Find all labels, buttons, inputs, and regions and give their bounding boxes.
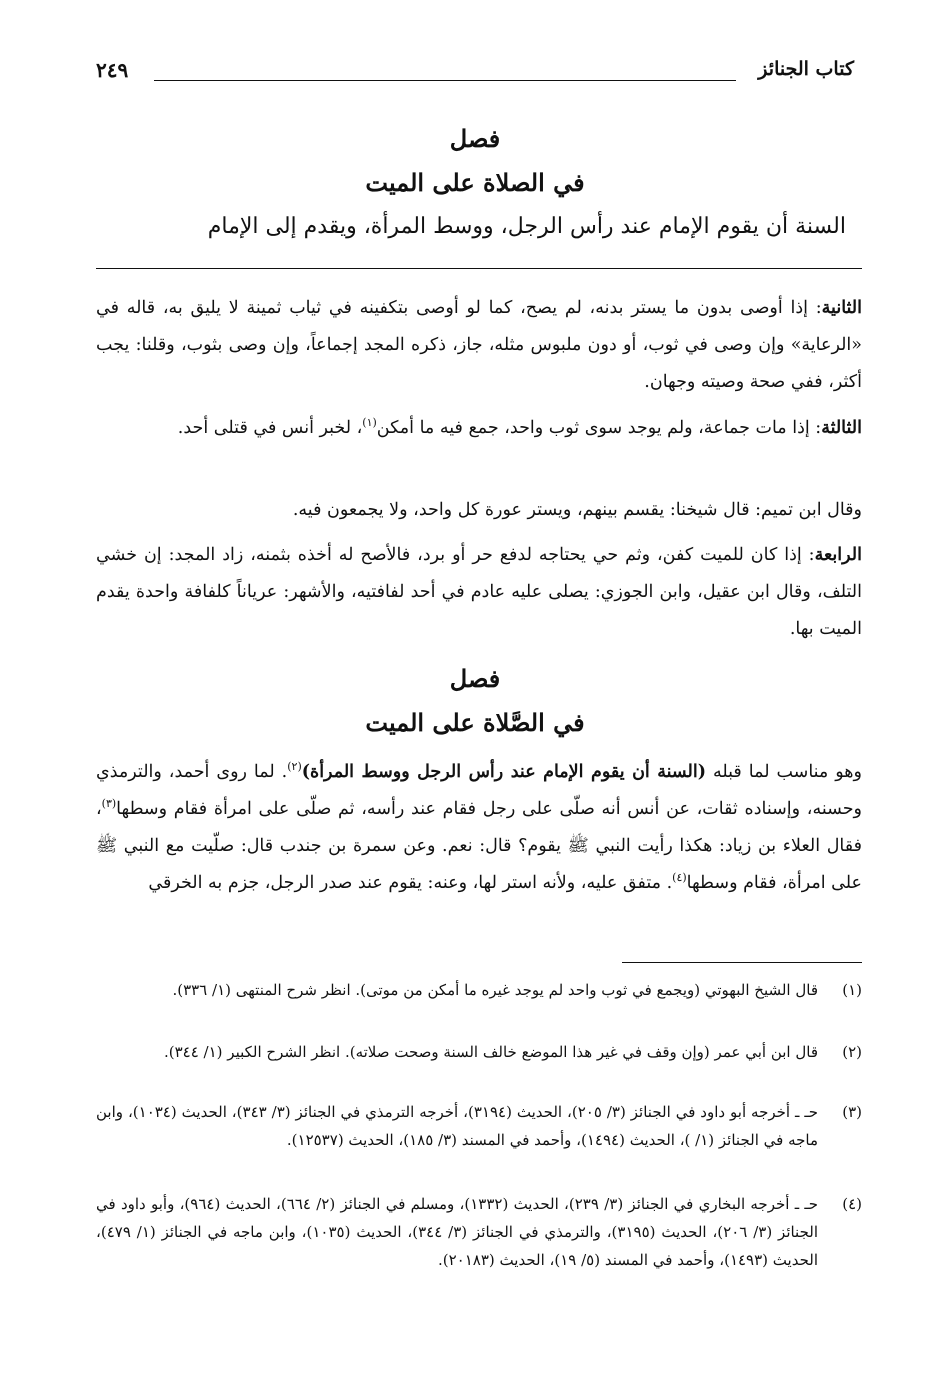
section-title-2: فصل <box>449 664 501 693</box>
footnote-ref[interactable]: (٢) <box>287 760 302 774</box>
footnote-text: قال الشيخ البهوتي (ويجمع في ثوب واحد لم يوجد غيره ما أمكن من موتى). انظر شرح المنتهى (١/ ٣٣٦). <box>172 981 818 999</box>
footnote-4 <box>96 1190 862 1274</box>
paragraph-label: الثالثة <box>821 418 862 438</box>
footnote-ref[interactable]: (١) <box>362 416 377 430</box>
matn-text: السنة أن يقوم الإمام عند رأس الرجل، ووسط المرأة، ويقدم إلى الإمام <box>207 214 846 239</box>
header-rule <box>154 80 736 81</box>
page-number: ٢٤٩ <box>96 58 129 82</box>
paragraph-text: . متفق عليه، ولأنه استر لها، وعنه: يقوم عند صدر الرجل، جزم به الخرقي <box>148 873 673 893</box>
footnote-text: حـ ـ أخرجه البخاري في الجنائز (٣/ ٢٣٩)، الحديث (١٣٣٢)، ومسلم في الجنائز (٢/ ٦٦٤)، الحديث (٩٦٤)، وأبو داود في الجنائز (٣/ ٢٠٦)، الحديث (٣١٩٥)، والترمذي في الجنائز (٣/ ٣٤٤)، الحديث (١٠٣٥)، وابن ماجه في الجنائز (١/ ٤٧٩)، الحديث (١٤٩٣)، وأحمد في المسند (٥/ ١٩)، الحديث (٢٠١٨٣). <box>96 1195 819 1269</box>
footnote-1 <box>96 976 862 1004</box>
paragraph-commentary <box>96 754 862 902</box>
footnote-3 <box>96 1098 862 1154</box>
paragraph-text: ، فقال العلاء بن زياد: هكذا رأيت النبي ﷺ يقوم؟ قال: نعم. وعن سمرة بن جندب قال: صلّيت مع النبي ﷺ على امرأة، فقام وسطها <box>96 799 862 893</box>
footnote-number: (٢) <box>842 1043 862 1061</box>
section-title: فصل <box>449 124 501 153</box>
footnote-number: (٤) <box>842 1195 862 1213</box>
paragraph-text: : إذا كان للميت كفن، وثم حي يحتاجه لدفع حر أو برد، فالأصح له أخذه بثمنه، زاد المجد: إن خشي التلف، وقال ابن عقيل، وابن الجوزي: يصلى عليه عادم في أحد لفافتيه، والأشهر: عرياناً كلفافة واحدة يقدم الميت بها. <box>96 545 862 639</box>
paragraph-text: : إذا أوصى بدون ما يستر بدنه، لم يصح، كما لو أوصى بتكفينه في ثياب ثمينة لا يليق به، قاله في «الرعاية» وإن وصى في ثوب، أو دون ملبوس مثله، جاز، ذكره المجد إجماعاً، وإن وصى بثوب، وقلنا: يجب أكثر، ففي صحة وصيته وجهان. <box>96 298 862 392</box>
footnote-text: حـ ـ أخرجه أبو داود في الجنائز (٣/ ٢٠٥)، الحديث (٣١٩٤)، أخرجه الترمذي في الجنائز (٣/ ٣٤٣)، الحديث (١٠٣٤)، وابن ماجه في الجنائز (١/ )، الحديث (١٤٩٤)، وأحمد في المسند (٣/ ١٨٥)، الحديث (١٢٥٣٧). <box>96 1103 819 1149</box>
section-subtitle: في الصلاة على الميت <box>365 168 585 197</box>
paragraph-text: وهو مناسب لما قبله <box>706 762 862 782</box>
paragraph-label: الرابعة <box>814 545 862 565</box>
footnote-number: (٣) <box>842 1103 862 1121</box>
paragraph-ibn-tamim <box>96 492 862 529</box>
paragraph-text: ، لخبر أنس في قتلى أحد. <box>177 418 363 438</box>
matn-quote: (السنة أن يقوم الإمام عند رأس الرجل ووسط المرأة) <box>301 762 707 782</box>
section-subtitle-2: في الصَّلاة على الميت <box>365 708 585 737</box>
paragraph-text: : إذا مات جماعة، ولم يوجد سوى ثوب واحد، جمع فيه ما أمكن <box>376 418 822 438</box>
matn-separator <box>96 268 862 269</box>
footnote-ref[interactable]: (٤) <box>672 871 687 885</box>
running-header <box>96 58 854 88</box>
footnote-text: قال ابن أبي عمر (وإن وقف في غير هذا الموضع خالف السنة وصحت صلاته). انظر الشرح الكبير (١/ ٣٤٤). <box>163 1043 818 1061</box>
paragraph-third <box>96 410 862 447</box>
footnote-separator <box>622 962 862 963</box>
paragraph-second <box>96 290 862 401</box>
paragraph-fourth <box>96 537 862 648</box>
book-title: كتاب الجنائز <box>758 58 854 80</box>
footnote-ref[interactable]: (٣) <box>101 797 117 811</box>
footnote-number: (١) <box>842 981 862 999</box>
paragraph-text: وقال ابن تميم: قال شيخنا: يقسم بينهم، ويستر عورة كل واحد، ولا يجمعون فيه. <box>292 500 862 520</box>
paragraph-label: الثانية <box>821 298 862 318</box>
footnote-2 <box>96 1038 862 1066</box>
paragraph-text: . لما روى أحمد، والترمذي وحسنه، وإسناده ثقات، عن أنس أنه صلّى على رجل فقام عند رأسه، ثم صلّى على امرأة فقام وسطها <box>96 762 862 819</box>
